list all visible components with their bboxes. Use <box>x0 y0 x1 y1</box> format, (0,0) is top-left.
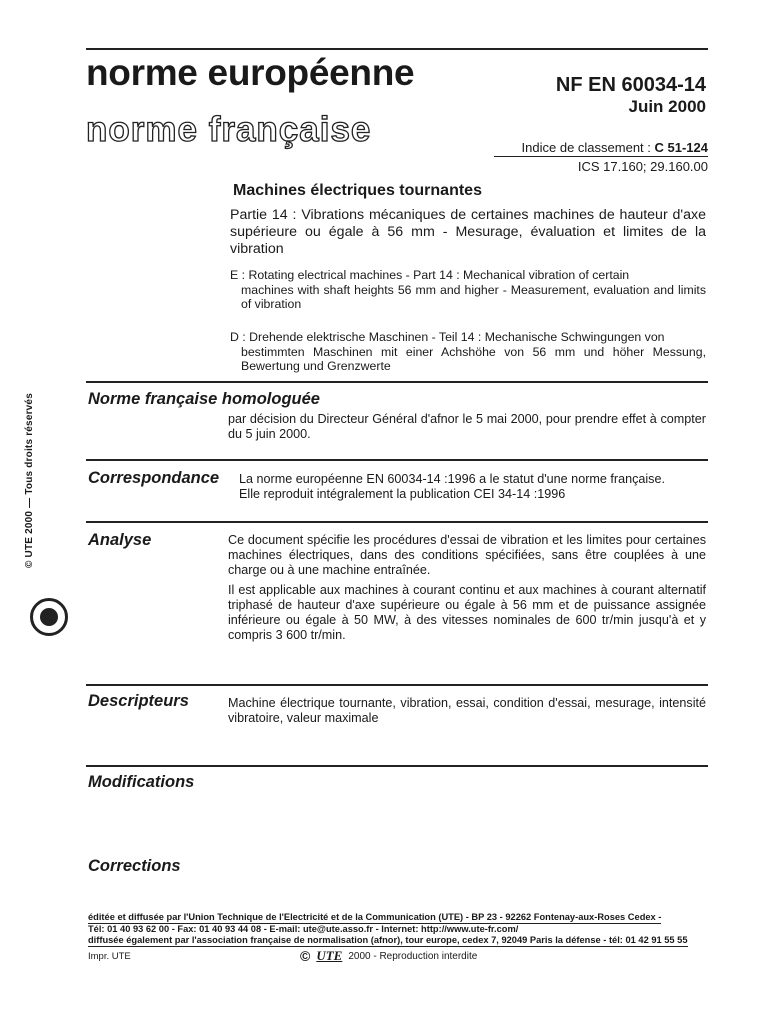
classification-value: C 51-124 <box>654 140 708 155</box>
logo-inner-mark <box>40 608 58 626</box>
divider-modifications <box>86 765 708 767</box>
footer-contact-line: Tél: 01 40 93 62 00 - Fax: 01 40 93 44 08 - E-mail: ute@ute.asso.fr - Internet: http://www.ute-fr.com/ <box>88 924 519 934</box>
correspondance-line-1: La norme européenne EN 60034-14 :1996 a le statut d'une norme française. <box>239 472 665 486</box>
copyright-block <box>300 948 477 964</box>
printer-note: Impr. UTE <box>88 951 131 962</box>
divider-descripteurs <box>86 684 708 686</box>
homologuee-label: Norme française homologuée <box>88 390 320 408</box>
title-norme-francaise: norme française <box>86 110 372 149</box>
classification-label: Indice de classement : <box>521 140 655 155</box>
correspondance-line-2: Elle reproduit intégralement la publication CEI 34-14 :1996 <box>239 486 566 501</box>
ute-logo-text: UTE <box>316 948 343 963</box>
english-title-first: E : Rotating electrical machines - Part 14 : Mechanical vibration of certain <box>230 268 630 282</box>
english-title-rest: machines with shaft heights 56 mm and higher - Measurement, evaluation and limits of vibration <box>241 282 706 311</box>
analyse-label: Analyse <box>88 531 152 549</box>
divider-analyse <box>86 521 708 523</box>
footer-afnor-line <box>88 935 708 947</box>
footer-publisher-line <box>88 912 708 924</box>
descripteurs-text: Machine électrique tournante, vibration, essai, condition d'essai, mesurage, intensité vibratoire, valeur maximale <box>228 696 706 725</box>
standard-number: NF EN 60034-14 <box>555 74 706 96</box>
divider-correspondance <box>86 459 708 461</box>
reproduction-notice: 2000 - Reproduction interdite <box>348 950 478 962</box>
homologuee-text: par décision du Directeur Général d'afnor le 5 mai 2000, pour prendre effet à compter du 5 juin 2000. <box>228 412 706 441</box>
classement-underline <box>494 156 708 157</box>
german-title <box>230 330 706 374</box>
analyse-paragraph-2: Il est applicable aux machines à courant continu et aux machines à courant alternatif triphasé de hauteur d'axe supérieure ou égale à 56 mm et de puissance assignée inférieure ou égale à 50 MW, à des vitesses nominales de 600 tr/min jusqu'à et y compris 3 600 tr/min. <box>228 583 706 642</box>
modifications-label: Modifications <box>88 773 195 791</box>
copyright-icon: © <box>300 948 311 964</box>
main-title: Machines électriques tournantes <box>233 182 482 199</box>
classification-index <box>522 140 708 155</box>
footer-line-1: éditée et diffusée par l'Union Technique de l'Electricité et de la Communication (UTE) - BP 23 - 92262 Fontenay-aux-Roses Cedex - <box>88 912 662 922</box>
correspondance-text <box>239 472 709 502</box>
analyse-paragraph-1: Ce document spécifie les procédures d'essai de vibration et les limites pour certaines machines électriques, dans des conditions spécifiées, sans être couplées à une charge ou à une machine entraînée. <box>228 533 706 577</box>
analyse-text <box>228 533 706 649</box>
side-copyright-text: © UTE 2000 — Tous droits réservés <box>24 393 35 568</box>
standard-date: Juin 2000 <box>628 97 706 116</box>
title-norme-europeenne: norme européenne <box>86 52 415 93</box>
german-title-rest: bestimmten Maschinen mit einer Achshöhe von 56 mm und höher Messung, Bewertung und Grenzwerte <box>241 344 706 373</box>
french-subtitle: Partie 14 : Vibrations mécaniques de certaines machines de hauteur d'axe supérieure ou égale à 56 mm - Mesurage, évaluation et limites de la vibration <box>230 207 706 257</box>
descripteurs-label: Descripteurs <box>88 692 189 710</box>
german-title-first: D : Drehende elektrische Maschinen - Teil 14 : Mechanische Schwingungen von <box>230 330 665 344</box>
ute-circle-logo-icon <box>30 598 68 636</box>
top-rule <box>86 48 708 50</box>
correspondance-label: Correspondance <box>88 469 220 487</box>
english-title <box>230 268 706 312</box>
ics-codes: ICS 17.160; 29.160.00 <box>577 159 708 174</box>
corrections-label: Corrections <box>88 857 181 875</box>
divider-homologuee <box>86 381 708 383</box>
footer-line-3: diffusée également par l'association française de normalisation (afnor), tour europe, cedex 7, 92049 Paris la défense - tél: 01 42 91 55 55 <box>88 935 688 945</box>
